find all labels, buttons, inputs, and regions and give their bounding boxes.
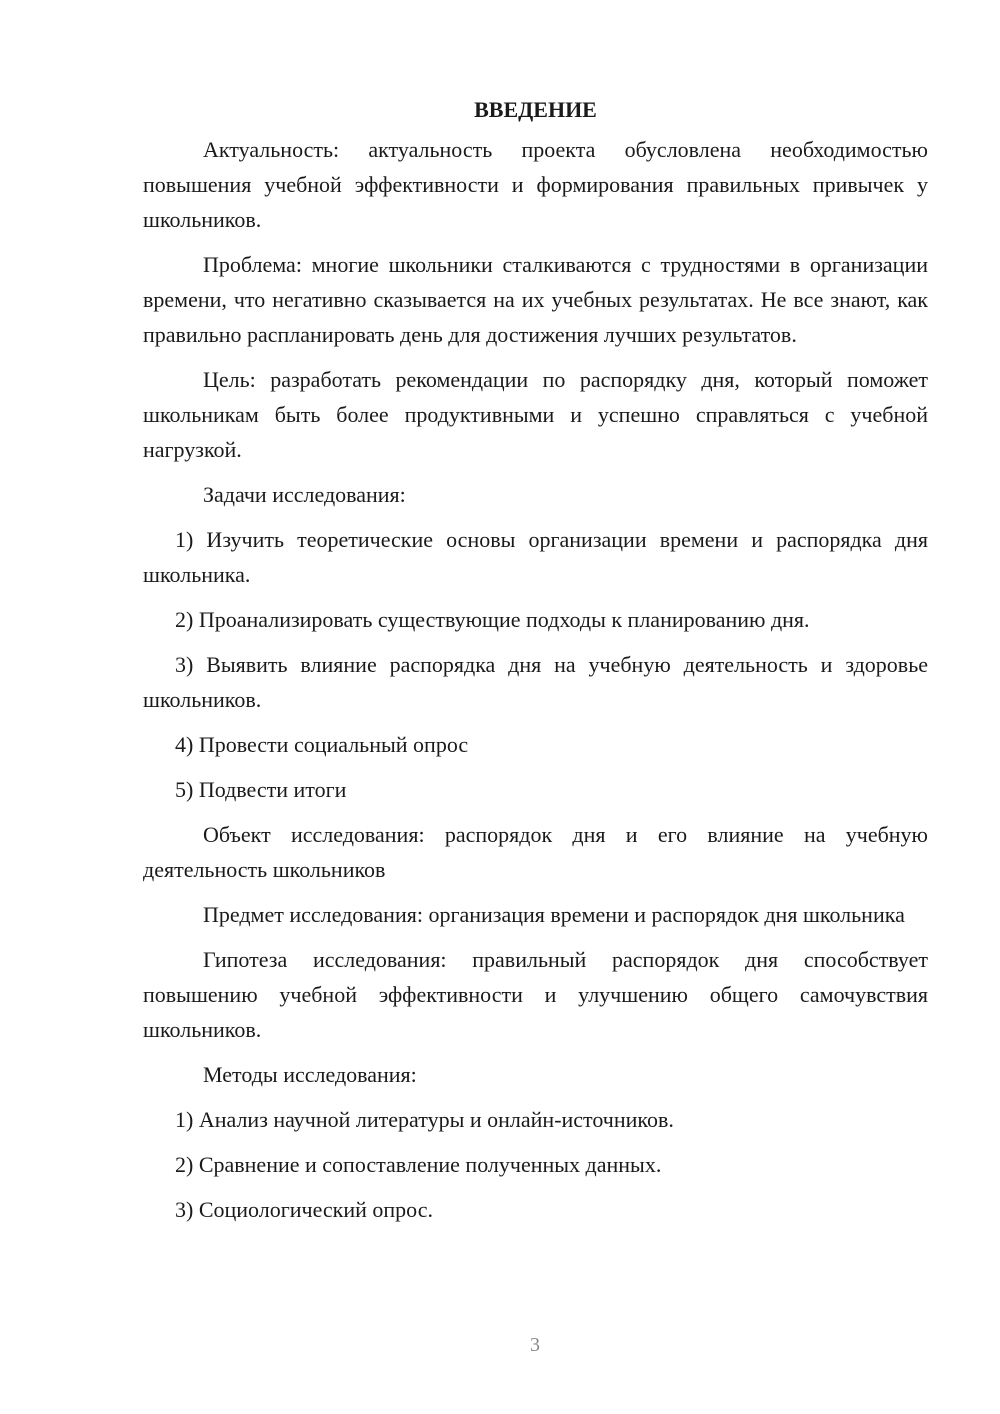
methods-heading: Методы исследования: [203, 1062, 417, 1087]
task-item: 4) Провести социальный опрос [175, 732, 469, 757]
method-item: 1) Анализ научной литературы и онлайн-источников. [175, 1107, 674, 1132]
task-item: 1) Изучить теоретические основы организации времени и распорядка дня школьника. [143, 527, 928, 587]
page-number: 3 [530, 1334, 540, 1356]
task-item: 3) Выявить влияние распорядка дня на учебную деятельность и здоровье школьников. [143, 652, 928, 712]
object-paragraph: Объект исследования: распорядок дня и его влияние на учебную деятельность школьников [143, 822, 928, 882]
goal-paragraph: Цель: разработать рекомендации по распорядку дня, который поможет школьникам быть более продуктивными и успешно справляться с учебной нагрузкой. [143, 367, 928, 462]
problem-paragraph: Проблема: многие школьники сталкиваются с трудностями в организации времени, что негативно сказывается на их учебных результатах. Не все знают, как правильно распланировать день для достижения лучших результатов. [143, 252, 928, 347]
hypothesis-paragraph: Гипотеза исследования: правильный распорядок дня способствует повышению учебной эффективности и улучшению общего самочувствия школьников. [143, 947, 928, 1042]
document-page [143, 92, 928, 1332]
subject-paragraph: Предмет исследования: организация времени и распорядок дня школьника [203, 902, 905, 927]
task-item: 5) Подвести итоги [175, 777, 347, 802]
method-item: 3) Социологический опрос. [175, 1197, 433, 1222]
tasks-heading: Задачи исследования: [203, 482, 406, 507]
task-item: 2) Проанализировать существующие подходы к планированию дня. [175, 607, 810, 632]
page-title: ВВЕДЕНИЕ [474, 97, 597, 122]
relevance-paragraph: Актуальность: актуальность проекта обусловлена необходимостью повышения учебной эффективности и формирования правильных привычек у школьников. [143, 137, 928, 232]
method-item: 2) Сравнение и сопоставление полученных данных. [175, 1152, 662, 1177]
